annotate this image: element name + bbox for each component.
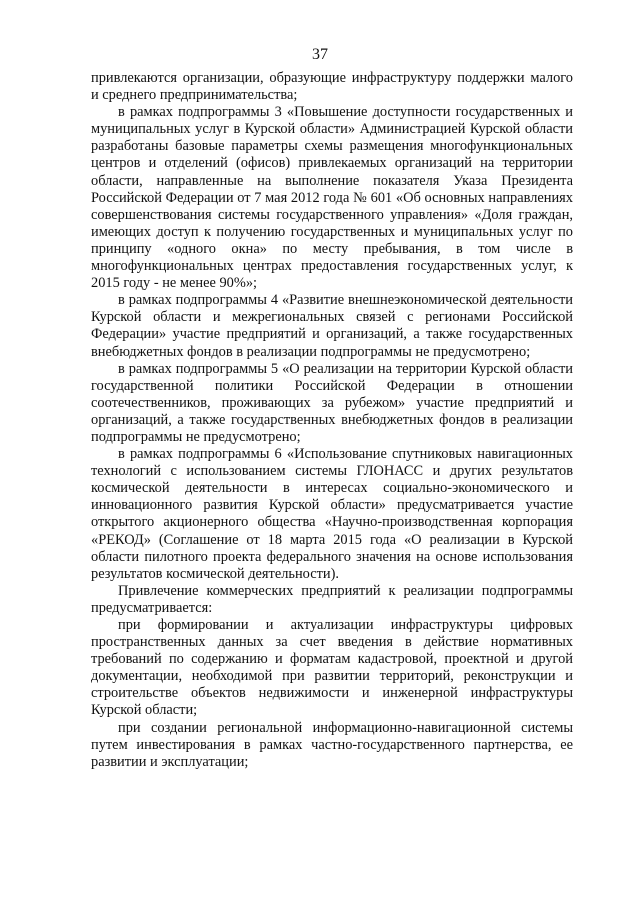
paragraph: в рамках подпрограммы 4 «Развитие внешнеэкономической деятельности Курской области и межрегиональных связей с регионами Российской Федерации» участие предприятий и организаций, а также государственных внебюджетных фондов в реализации подпрограммы не предусмотрено; [91, 292, 573, 360]
paragraph: в рамках подпрограммы 5 «О реализации на территории Курской области государственной политики Российской Федерации в отношении соотечественников, проживающих за рубежом» участие предприятий и организаций, а также государственных внебюджетных фондов в реализации подпрограммы не предусмотрено; [91, 360, 573, 445]
paragraph: привлекаются организации, образующие инфраструктуру поддержки малого и среднего предпринимательства; [91, 70, 573, 104]
paragraph: при создании региональной информационно-навигационной системы путем инвестирования в рамках частно-государственного партнерства, ее развитии и эксплуатации; [91, 719, 573, 770]
paragraph: в рамках подпрограммы 6 «Использование спутниковых навигационных технологий с использованием системы ГЛОНАСС и других результатов космической деятельности в интересах социально-экономического и инновационного развития Курской области» предусматривается участие открытого акционерного общества «Научно-производственная корпорация «РЕКОД» (Соглашение от 18 марта 2015 года «О реализации в Курской области пилотного проекта федерального значения на основе использования результатов космической деятельности). [91, 446, 573, 582]
paragraph: Привлечение коммерческих предприятий к реализации подпрограммы предусматривается: [91, 582, 573, 616]
paragraph: при формировании и актуализации инфраструктуры цифровых пространственных данных за счет введения в действие нормативных требований по содержанию и форматам кадастровой, проектной и другой документации, необходимой при развитии территорий, реконструкции и строительстве объектов недвижимости и инженерной инфраструктуры Курской области; [91, 617, 573, 719]
page-number: 37 [312, 46, 328, 63]
paragraph: в рамках подпрограммы 3 «Повышение доступности государственных и муниципальных услуг в Курской области» Администрацией Курской области разработаны базовые параметры схемы размещения многофункциональных центров и отделений (офисов) привлекаемых организаций на территории области, направленные на выполнение показателя Указа Президента Российской Федерации от 7 мая 2012 года № 601 «Об основных направлениях совершенствования системы государственного управления» «Доля граждан, имеющих доступ к получению государственных и муниципальных услуг по принципу «одного окна» по месту пребывания, в том числе в многофункциональных центрах предоставления государственных услуг, к 2015 году - не менее 90%»; [91, 104, 573, 292]
body-text [91, 70, 573, 771]
